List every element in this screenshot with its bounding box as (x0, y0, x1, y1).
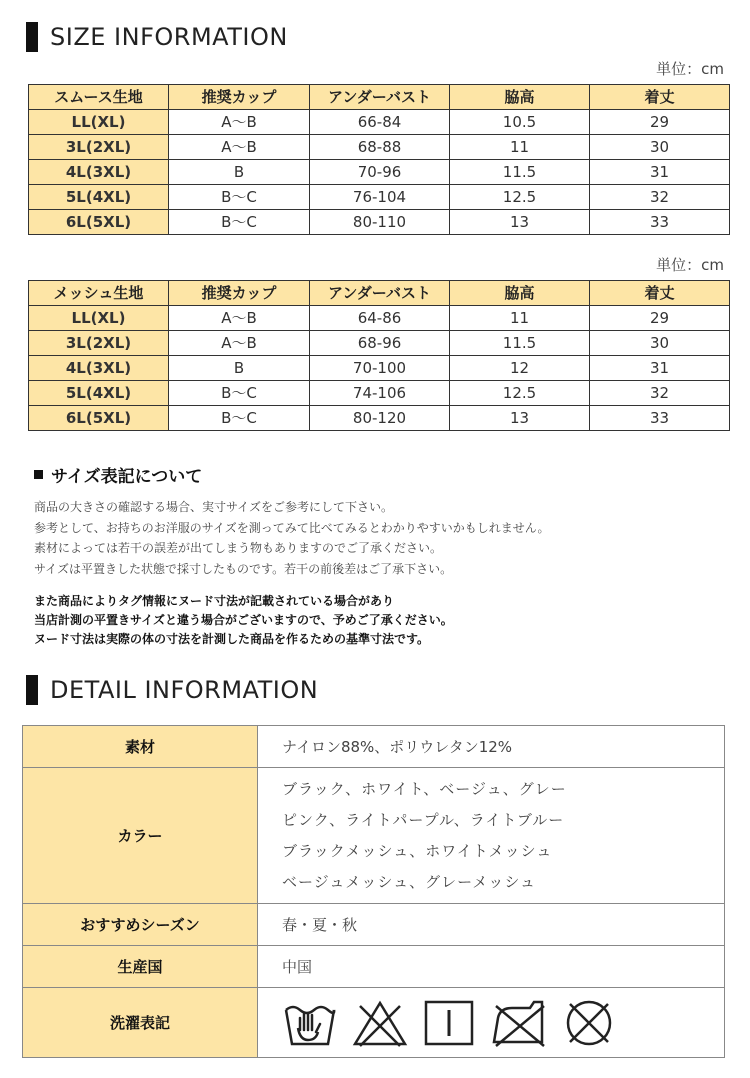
side-height-cell: 12.5 (450, 185, 590, 210)
side-height-cell: 12.5 (450, 381, 590, 406)
table-row (29, 110, 730, 135)
size-cell: 5L(4XL) (29, 185, 169, 210)
side-height-cell: 11 (450, 306, 590, 331)
length-cell: 29 (590, 306, 730, 331)
note-line: 商品の大きさの確認する場合、実寸サイズをご参考にして下さい。 (34, 500, 394, 514)
table-row (29, 210, 730, 235)
section-bar (26, 675, 38, 705)
cup-cell: A～B (169, 110, 310, 135)
mesh-size-table (28, 280, 730, 431)
origin-row (23, 946, 725, 988)
size-cell: LL(XL) (29, 306, 169, 331)
length-cell: 32 (590, 381, 730, 406)
cup-cell: B (169, 356, 310, 381)
length-cell: 30 (590, 135, 730, 160)
fabric-name-header: メッシュ生地 (29, 281, 169, 306)
note-bold-line: 当店計測の平置きサイズと違う場合がございますので、予めご了承ください。 (34, 613, 453, 627)
underbust-header: アンダーバスト (310, 85, 450, 110)
side-height-header: 脇高 (450, 281, 590, 306)
cup-header: 推奨カップ (169, 85, 310, 110)
no-dry-clean-icon (562, 998, 616, 1048)
cup-cell: B～C (169, 381, 310, 406)
size-cell: 6L(5XL) (29, 210, 169, 235)
length-cell: 33 (590, 406, 730, 431)
cup-cell: B (169, 160, 310, 185)
season-value: 春・夏・秋 (258, 904, 725, 946)
table-row (29, 381, 730, 406)
cup-cell: B～C (169, 185, 310, 210)
size-cell: 3L(2XL) (29, 331, 169, 356)
underbust-cell: 66-84 (310, 110, 450, 135)
material-label: 素材 (23, 726, 258, 768)
side-height-cell: 10.5 (450, 110, 590, 135)
table-row (29, 356, 730, 381)
length-cell: 33 (590, 210, 730, 235)
side-height-cell: 11.5 (450, 160, 590, 185)
underbust-cell: 80-120 (310, 406, 450, 431)
cup-cell: A～B (169, 331, 310, 356)
size-cell: 5L(4XL) (29, 381, 169, 406)
color-row (23, 768, 725, 904)
length-cell: 32 (590, 185, 730, 210)
underbust-cell: 80-110 (310, 210, 450, 235)
size-section-title: SIZE INFORMATION (50, 23, 288, 51)
cup-cell: B～C (169, 406, 310, 431)
no-iron-icon (490, 998, 548, 1048)
notes-title-text: サイズ表記について (51, 467, 203, 487)
side-height-cell: 12 (450, 356, 590, 381)
note-line: 素材によっては若干の誤差が出てしまう物もありますのでご了承ください。 (34, 541, 443, 555)
wash-label: 洗濯表記 (23, 988, 258, 1058)
cup-header: 推奨カップ (169, 281, 310, 306)
season-label: おすすめシーズン (23, 904, 258, 946)
note-line: 参考として、お持ちのお洋服のサイズを測ってみて比べてみるとわかりやすいかもしれません。 (34, 520, 550, 535)
wash-icons (258, 988, 725, 1058)
note-bold-line: ヌード寸法は実際の体の寸法を計測した商品を作るための基準寸法です。 (34, 632, 430, 646)
underbust-cell: 76-104 (310, 185, 450, 210)
underbust-cell: 68-88 (310, 135, 450, 160)
smooth-size-table (28, 84, 730, 235)
notes-title (34, 462, 202, 487)
wash-row (23, 988, 725, 1058)
material-row (23, 726, 725, 768)
length-cell: 31 (590, 356, 730, 381)
season-row (23, 904, 725, 946)
color-line: ピンク、ライトパープル、ライトブルー (282, 810, 565, 829)
size-cell: 6L(5XL) (29, 406, 169, 431)
size-cell: LL(XL) (29, 110, 169, 135)
underbust-cell: 70-96 (310, 160, 450, 185)
underbust-cell: 70-100 (310, 356, 450, 381)
table-row (29, 406, 730, 431)
length-header: 着丈 (590, 281, 730, 306)
note-line: サイズは平置きした状態で採寸したものです。若干の前後差はご了承下さい。 (34, 561, 453, 576)
underbust-cell: 64-86 (310, 306, 450, 331)
table-header-row (29, 85, 730, 110)
table-row (29, 135, 730, 160)
table-row (29, 185, 730, 210)
material-value: ナイロン88%、ポリウレタン12% (258, 726, 725, 768)
color-label: カラー (23, 768, 258, 904)
underbust-cell: 68-96 (310, 331, 450, 356)
color-line: ベージュメッシュ、グレーメッシュ (282, 872, 537, 891)
table-header-row (29, 281, 730, 306)
color-line: ブラック、ホワイト、ベージュ、グレー (282, 779, 567, 798)
origin-label: 生産国 (23, 946, 258, 988)
size-cell: 3L(2XL) (29, 135, 169, 160)
cup-cell: A～B (169, 306, 310, 331)
underbust-cell: 74-106 (310, 381, 450, 406)
unit-label: 単位：cm (656, 256, 724, 274)
size-section-header (26, 22, 288, 52)
color-values (258, 768, 725, 904)
notes-text (34, 497, 550, 579)
detail-table (22, 725, 725, 1058)
side-height-cell: 11 (450, 135, 590, 160)
square-bullet-icon (34, 470, 43, 479)
unit-label: 単位：cm (656, 60, 724, 78)
side-height-cell: 13 (450, 210, 590, 235)
origin-value: 中国 (258, 946, 725, 988)
length-cell: 31 (590, 160, 730, 185)
table-row (29, 160, 730, 185)
side-height-cell: 13 (450, 406, 590, 431)
fabric-name-header: スムース生地 (29, 85, 169, 110)
table-row (29, 331, 730, 356)
detail-section-title: DETAIL INFORMATION (50, 676, 319, 704)
table-row (29, 306, 730, 331)
no-bleach-icon (352, 998, 408, 1048)
side-height-cell: 11.5 (450, 331, 590, 356)
length-cell: 29 (590, 110, 730, 135)
underbust-header: アンダーバスト (310, 281, 450, 306)
side-height-header: 脇高 (450, 85, 590, 110)
notes-bold-text (34, 592, 453, 649)
note-bold-line: また商品によりタグ情報にヌード寸法が記載されている場合があり (34, 594, 395, 608)
length-cell: 30 (590, 331, 730, 356)
section-bar (26, 22, 38, 52)
color-line: ブラックメッシュ、ホワイトメッシュ (282, 841, 553, 860)
cup-cell: A～B (169, 135, 310, 160)
hand-wash-icon (282, 996, 338, 1050)
size-cell: 4L(3XL) (29, 356, 169, 381)
size-cell: 4L(3XL) (29, 160, 169, 185)
detail-section-header (26, 675, 318, 705)
length-header: 着丈 (590, 85, 730, 110)
line-dry-icon (422, 998, 476, 1048)
cup-cell: B～C (169, 210, 310, 235)
